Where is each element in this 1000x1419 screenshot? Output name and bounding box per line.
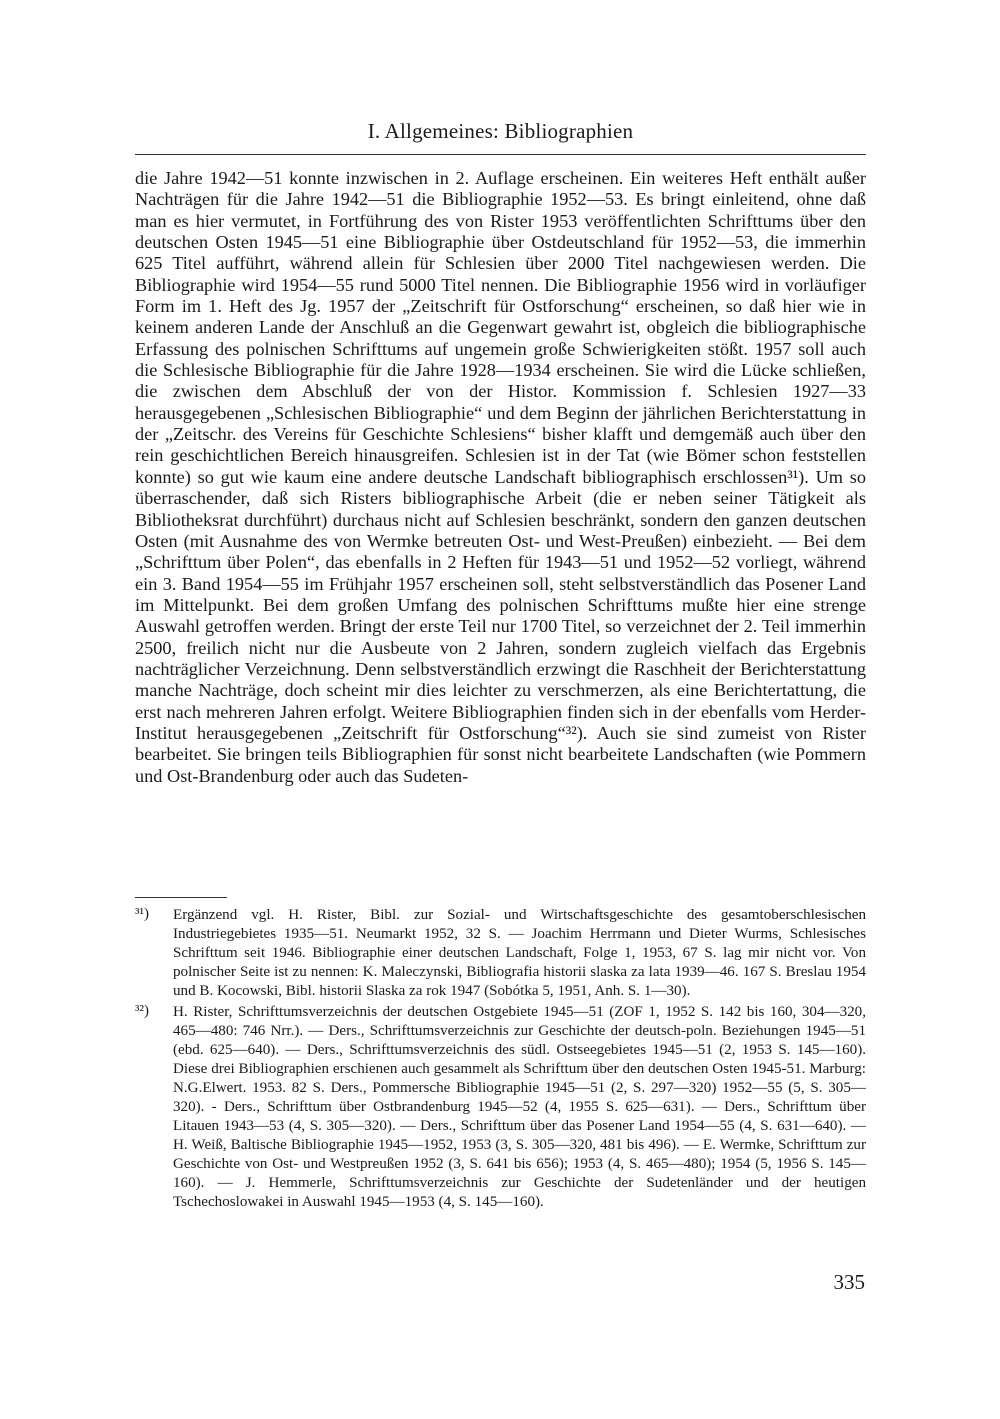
footnote-separator [135, 897, 227, 898]
footnote-text: H. Rister, Schrifttumsverzeichnis der deutschen Ostgebiete 1945—51 (ZOF 1, 1952 S. 142 bis 160, 304—320, 465—480: 746 Nrr.). — Ders., Schrifttumsverzeichnis zur Geschichte der deutsch-poln. Beziehungen 1945—51 (ebd. 625—640). — Ders., Schrifttumsverzeichnis des südl. Ostseegebietes 1945—51 (2, 1953 S. 145—160). Diese drei Bibliographien erschienen auch gesammelt als Schrifttum über den deutschen Osten 1945-51. Marburg: N.G.Elwert. 1953. 82 S. Ders., Pommersche Bibliographie 1945—51 (2, S. 297—320) 1952—55 (5, S. 305—320). - Ders., Schrifttum über Ostbrandenburg 1945—52 (4, 1955 S. 625—631). — Ders., Schrifttum über Litauen 1943—53 (4, S. 305—320). — Ders., Schrifttum über das Posener Land 1954—55 (4, S. 631—640). — H. Weiß, Baltische Bibliographie 1945—1952, 1953 (3, S. 305—320, 481 bis 496). — E. Wermke, Schrifttum zur Geschichte von Ost- und Westpreußen 1952 (3, S. 641 bis 656); 1953 (4, S. 465—480); 1954 (5, 1956 S. 145—160). — J. Hemmerle, Schrifttumsverzeichnis zur Geschichte der Sudetenländer und der heutigen Tschechoslowakei in Auswahl 1945—1953 (4, S. 145—160). [173, 1003, 866, 1210]
page-number: 335 [833, 1270, 865, 1294]
footnote-31 [135, 906, 866, 1001]
footnote-text: Ergänzend vgl. H. Rister, Bibl. zur Sozial- und Wirtschaftsgeschichte des gesamtoberschlesischen Industriegebietes 1935—51. Neumarkt 1952, 32 S. — Joachim Herrmann und Dieter Wurms, Schlesisches Schrifttum seit 1946. Bibliographie einer deutschen Landschaft, Folge 1, 1953, 67 S. lag mir nicht vor. Von polnischer Seite ist zu nennen: K. Maleczynski, Bibliografia historii slaska za lata 1939—46. 167 S. Breslau 1954 und B. Kocowski, Bibl. historii Slaska za rok 1947 (Sobótka 5, 1951, Anh. S. 1—30). [173, 907, 866, 999]
footnote-32 [135, 1003, 866, 1212]
footnote-mark: ³¹) [135, 906, 149, 922]
page-header-title: I. Allgemeines: Bibliographien [367, 119, 634, 143]
main-text [135, 168, 866, 787]
header-rule [135, 154, 866, 155]
running-header [135, 119, 866, 155]
footnotes [135, 906, 866, 1213]
body-paragraph: die Jahre 1942—51 konnte inzwischen in 2. Auflage erscheinen. Ein weiteres Heft enthält außer Nachträgen für die Jahre 1942—51 die Bibliographie 1952—53. Es bringt einleitend, ohne daß man es hier vermutet, in Fortführung des von Rister 1953 veröffentlichten Schrifttums über den deutschen Osten 1945—51 eine Bibliographie über Ostdeutschland für 1952—53, die immerhin 625 Titel aufführt, während allein für Schlesien über 2000 Titel nachgewiesen werden. Die Bibliographie wird 1954—55 rund 5000 Titel nennen. Die Bibliographie 1956 wird in vorläufiger Form im 1. Heft des Jg. 1957 der „Zeitschrift für Ostforschung“ erscheinen, so daß hier wie in keinem anderen Lande der Anschluß an die Gegenwart gewahrt ist, obgleich die bibliographische Erfassung des polnischen Schrifttums auf ungemein große Schwierigkeiten stößt. 1957 soll auch die Schlesische Bibliographie für die Jahre 1928—1934 erscheinen. Sie wird die Lücke schließen, die zwischen dem Abschluß der von der Histor. Kommission f. Schlesien 1927—33 herausgegebenen „Schlesischen Bibliographie“ und dem Beginn der jährlichen Berichterstattung in der „Zeitschr. des Vereins für Geschichte Schlesiens“ bisher klafft und demgemäß auch über den rein geschichtlichen Bereich hinausgreifen. Schlesien ist in der Tat (wie Bömer schon feststellen konnte) so gut wie kaum eine andere deutsche Landschaft bibliographisch erschlossen³¹). Um so überraschender, daß sich Risters bibliographische Arbeit (die er neben seiner Tätigkeit als Bibliotheksrat durchführt) durchaus nicht auf Schlesien beschränkt, sondern den ganzen deutschen Osten (mit Ausnahme des von Wermke betreuten Ost- und West-Preußen) einbezieht. — Bei dem „Schrifttum über Polen“, das ebenfalls in 2 Heften für 1943—51 und 1952—52 vorliegt, während ein 3. Band 1954—55 im Frühjahr 1957 erscheinen soll, steht selbstverständlich das Posener Land im Mittelpunkt. Bei dem großen Umfang des polnischen Schrifttums mußte hier eine strenge Auswahl getroffen werden. Bringt der erste Teil nur 1700 Titel, so verzeichnet der 2. Teil immerhin 2500, freilich nicht nur die Ausbeute von 2 Jahren, sondern zugleich vielfach das Ergebnis nachträglicher Verzeichnung. Denn selbstverständlich erzwingt die Raschheit der Berichterstattung manche Nachträge, doch scheint mir dies leichter zu verschmerzen, als eine Berichtertattung, die erst nach mehreren Jahren erfolgt. Weitere Bibliographien finden sich in der ebenfalls vom Herder-Institut herausgegebenen „Zeitschrift für Ostforschung“³²). Auch sie sind zumeist von Rister bearbeitet. Sie bringen teils Bibliographien für sonst nicht bearbeitete Landschaften (wie Pommern und Ost-Brandenburg oder auch das Sudeten- [135, 168, 866, 786]
footnote-mark: ³²) [135, 1002, 149, 1019]
